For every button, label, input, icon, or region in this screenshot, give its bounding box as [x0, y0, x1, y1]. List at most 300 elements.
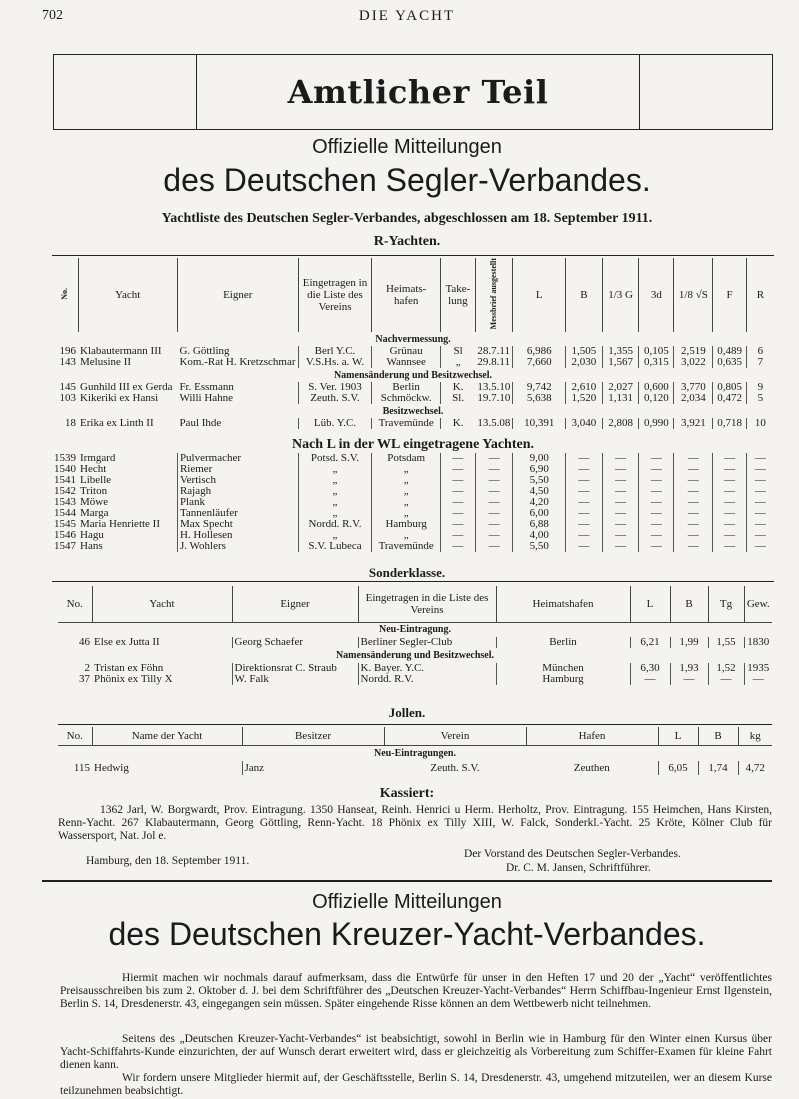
page-number: 702 — [42, 8, 63, 23]
table-cell: — — [746, 541, 774, 552]
table-cell: — — [602, 541, 639, 552]
table-cell: — — [713, 541, 746, 552]
table-cell: 1543 — [54, 496, 76, 509]
table-cell: — — [475, 497, 513, 508]
col-l: L — [630, 586, 670, 622]
table-cell: — — [639, 530, 674, 541]
table-cell: — — [713, 508, 746, 519]
table-cell: Fr. Essmann — [179, 381, 234, 394]
list-title: Yachtliste des Deutschen Segler-Verbandes, abgeschlossen am 18. September 1911. — [161, 211, 653, 226]
table-cell: — — [713, 486, 746, 497]
table-cell: 9,742 — [513, 382, 566, 393]
table-cell: 2,034 — [674, 393, 713, 404]
table-cell: — — [670, 674, 708, 685]
table-cell: 1935 — [744, 663, 772, 674]
table-cell: — — [746, 486, 774, 497]
table-cell: — — [713, 519, 746, 530]
table-cell: 10 — [746, 418, 774, 429]
table-cell: Potsd. S.V. — [298, 453, 372, 464]
table-cell: — — [674, 530, 713, 541]
table-cell: 4,50 — [513, 486, 566, 497]
col-hafen: Hafen — [526, 727, 658, 745]
table-cell: — — [746, 453, 774, 464]
table-cell: — — [746, 475, 774, 486]
table-cell: 2,610 — [566, 382, 603, 393]
table-cell: 1,505 — [566, 346, 603, 357]
table-row — [58, 674, 772, 685]
table-cell: 2,808 — [602, 418, 639, 429]
rule — [58, 622, 772, 623]
table-cell: — — [602, 453, 639, 464]
table-cell: 4,20 — [513, 497, 566, 508]
table-cell: 1545 — [54, 518, 76, 531]
table-cell: 6 — [746, 346, 774, 357]
table-cell: 7 — [746, 357, 774, 368]
jollen-title: Jollen. — [388, 705, 426, 720]
col-l: L — [513, 258, 566, 332]
group-label: Namensänderung und Besitzwechsel. — [333, 369, 493, 381]
table-cell: 1540 — [54, 463, 76, 476]
table-cell: Kom.-Rat H. Kretzschmar — [179, 356, 296, 369]
table-cell: Else ex Jutta II — [94, 636, 160, 648]
col-gew: Gew. — [744, 586, 772, 622]
table-cell: 0,105 — [639, 346, 674, 357]
table-cell: Hagu — [80, 529, 104, 542]
table-cell: Hedwig — [94, 761, 129, 774]
rule — [52, 255, 774, 256]
table-row — [52, 519, 774, 530]
table-cell: 143 — [59, 356, 76, 369]
section1-heading-small: Offizielle Mitteilungen — [312, 136, 502, 158]
col-messbrief: Messbrief ausgestellt — [475, 258, 513, 332]
place-date: Hamburg, den 18. September 1911. — [86, 855, 250, 867]
group-label-row — [52, 368, 774, 382]
table-cell: Sl — [440, 346, 475, 357]
table-cell: — — [475, 486, 513, 497]
table-cell: Irmgard — [80, 452, 116, 465]
table-cell: S.V. Lubeca — [298, 541, 372, 552]
paragraph-1: Hiermit machen wir nochmals darauf aufmerksam, dass die Entwürfe für unser in den Heften 17 und 20 der „Yacht“ veröffentlichtes Preisausschreiben bis zum 2. Oktober d. J. bei dem Schriftführer des „Deutschen Kreuzer-Yacht-Verbandes“ Herrn Schiffbau-Ingenieur Ernst Ilgenstein, Berlin S. 14, Dresdenerstr. 43, eingegangen sein müssen. Später eingehende Risse können an dem Wettbewerb nicht teilnehmen. — [60, 972, 772, 1010]
table-row — [52, 453, 774, 464]
table-cell: Willi Hahne — [179, 392, 234, 405]
table-cell: „ — [298, 486, 372, 497]
col-b: B — [670, 586, 708, 622]
table-cell: Marga — [80, 507, 109, 520]
table-cell: 5,50 — [513, 475, 566, 486]
table-row — [52, 357, 774, 368]
col-no: No. — [66, 730, 83, 742]
table-cell: — — [566, 530, 603, 541]
table-cell: Grünau — [372, 346, 440, 357]
table-cell: Hamburg — [372, 519, 440, 530]
table-cell: „ — [298, 530, 372, 541]
col-s: 1/8 √S — [674, 258, 713, 332]
table-cell: 29.8.11 — [477, 356, 510, 369]
table-cell: Kikeriki ex Hansi — [80, 392, 159, 405]
table-cell: Phönix ex Tilly X — [94, 673, 173, 685]
table-cell: — — [440, 475, 475, 486]
section2-heading-large: des Deutschen Kreuzer-Yacht-Verbandes. — [108, 916, 706, 952]
table-cell: — — [744, 674, 772, 685]
table-cell: Maria Henriette II — [80, 518, 161, 531]
table-cell: Tannenläufer — [177, 508, 298, 519]
table-cell: — — [475, 475, 513, 486]
section2-heading-small: Offizielle Mitteilungen — [312, 891, 502, 913]
table-cell: — — [566, 541, 603, 552]
table-cell: — — [639, 453, 674, 464]
table-cell: — — [566, 486, 603, 497]
group-label-row — [58, 622, 772, 637]
table-cell: S. Ver. 1903 — [298, 382, 372, 393]
table-cell: Wannsee — [372, 357, 440, 368]
table-cell: — — [475, 519, 513, 530]
table-cell: 6,90 — [513, 464, 566, 475]
table-cell: — — [674, 519, 713, 530]
table-cell: V.S.Hs. a. W. — [298, 357, 372, 368]
table-cell: 6,21 — [630, 637, 670, 648]
table-cell: — — [746, 508, 774, 519]
table-cell: 3,040 — [566, 418, 603, 429]
table-cell: 2 — [84, 662, 90, 674]
table-cell: „ — [440, 357, 475, 368]
table-cell: 1,55 — [708, 637, 744, 648]
table-cell: — — [713, 530, 746, 541]
table-cell: 1546 — [54, 529, 76, 542]
table-cell: Erika ex Linth II — [80, 417, 154, 430]
table-cell: Schmöckw. — [372, 393, 440, 404]
group-label: Neu-Eintragungen. — [374, 747, 456, 759]
col-b: B — [698, 727, 738, 745]
group-label-row — [58, 745, 772, 761]
table-cell: — — [639, 497, 674, 508]
table-cell: 37 — [79, 673, 90, 685]
table-row — [52, 486, 774, 497]
table-cell: Plank — [177, 497, 298, 508]
table-cell: Potsdam — [372, 453, 440, 464]
table-cell: „ — [298, 475, 372, 486]
table-cell: 115 — [73, 761, 90, 774]
sonderklasse-table — [58, 586, 772, 685]
table-cell: 10,391 — [513, 418, 566, 429]
table-cell: — — [566, 453, 603, 464]
table-cell: 5,638 — [513, 393, 566, 404]
table-cell: — — [475, 508, 513, 519]
paragraph-2: Seitens des „Deutschen Kreuzer-Yacht-Verbandes“ ist beabsichtigt, sowohl in Berlin wie in Hamburg für den Winter einen Kursus über Yacht-Schiffahrts-Kunde einzurichten, der auf Wunsch derart erweitert wird, dass er gleichzeitig als Vorbereitung zum Schiffer-Examen für kleine Fahrt dienen kann. — [60, 1033, 772, 1071]
table-cell: — — [639, 464, 674, 475]
table-row — [58, 637, 772, 648]
rule — [52, 581, 774, 582]
table-cell: K. Bayer. Y.C. — [358, 663, 496, 674]
table-cell: 6,88 — [513, 519, 566, 530]
col-f: F — [713, 258, 746, 332]
table-cell: 13.5.10 — [477, 381, 511, 394]
kassiert-title: Kassiert: — [379, 786, 435, 801]
col-verein: Eingetragen in die Liste des Vereins — [358, 586, 496, 622]
table-cell: — — [566, 497, 603, 508]
table-cell: 18 — [65, 417, 76, 430]
table-cell: München — [496, 663, 630, 674]
col-eigner: Eigner — [177, 258, 298, 332]
table-cell: Direktionsrat C. Straub — [232, 663, 358, 674]
table-cell: — — [566, 464, 603, 475]
table-cell: — — [708, 674, 744, 685]
table-cell: Klabautermann III — [80, 345, 162, 358]
table-cell: „ — [372, 497, 440, 508]
table-cell: — — [713, 453, 746, 464]
table-row — [52, 497, 774, 508]
table-cell: — — [639, 475, 674, 486]
table-cell: Berliner Segler-Club — [358, 637, 496, 648]
table-cell: — — [440, 486, 475, 497]
table-cell: Tristan ex Föhn — [94, 662, 164, 674]
table-cell: — — [602, 508, 639, 519]
table-row — [58, 761, 772, 775]
table-row — [52, 475, 774, 486]
table-cell: 0,472 — [713, 393, 746, 404]
table-cell: 145 — [59, 381, 76, 394]
group-label-row — [52, 435, 774, 453]
col-g: 1/3 G — [602, 258, 639, 332]
table-cell: — — [566, 475, 603, 486]
table-cell: 28.7.11 — [477, 345, 510, 358]
table-cell: — — [713, 497, 746, 508]
table-cell: 0,120 — [639, 393, 674, 404]
table-cell: — — [713, 464, 746, 475]
group-label: Nachvermessung. — [375, 333, 451, 345]
table-cell: — — [713, 475, 746, 486]
table-cell: 1,99 — [670, 637, 708, 648]
table-cell: 1,520 — [566, 393, 603, 404]
table-cell: 4,00 — [513, 530, 566, 541]
table-cell: — — [674, 541, 713, 552]
group-label-row — [52, 332, 774, 346]
table-cell: — — [440, 530, 475, 541]
table-cell: 46 — [79, 636, 90, 648]
col-no: No. — [66, 598, 83, 610]
table-cell: „ — [298, 464, 372, 475]
table-cell: Berlin — [496, 637, 630, 648]
table-cell: — — [746, 519, 774, 530]
table-cell: — — [602, 486, 639, 497]
table-cell: Paul Ihde — [179, 417, 222, 430]
table-cell: — — [566, 519, 603, 530]
table-cell: W. Falk — [232, 674, 358, 685]
table-cell: — — [674, 508, 713, 519]
table-cell: Georg Schaefer — [232, 637, 358, 648]
table-cell: 1,355 — [602, 346, 639, 357]
col-l: L — [658, 727, 698, 745]
table-cell: 1,131 — [602, 393, 639, 404]
table-cell: — — [602, 530, 639, 541]
table-cell: — — [639, 486, 674, 497]
table-cell: — — [440, 497, 475, 508]
table-cell: 6,05 — [658, 761, 698, 775]
col-verein: Eingetragen in die Liste des Vereins — [298, 258, 372, 332]
table-cell: 3,022 — [674, 357, 713, 368]
table-cell: 2,027 — [602, 382, 639, 393]
table-cell: 0,489 — [713, 346, 746, 357]
table-cell: K. — [440, 382, 475, 393]
table-cell: — — [440, 453, 475, 464]
table-cell: 9 — [746, 382, 774, 393]
table-cell: — — [602, 519, 639, 530]
table-cell: — — [475, 530, 513, 541]
section-title: Amtlicher Teil — [287, 73, 549, 111]
table-cell: „ — [298, 508, 372, 519]
col-besitzer: Besitzer — [242, 727, 384, 745]
table-cell: — — [674, 475, 713, 486]
table-cell: — — [746, 464, 774, 475]
table-cell: G. Göttling — [179, 345, 230, 358]
table-cell: „ — [372, 475, 440, 486]
signature-1: Der Vorstand des Deutschen Segler-Verbandes. — [464, 848, 681, 860]
table-cell: 196 — [59, 345, 76, 358]
group-label: Nach L in der WL eingetragene Yachten. — [291, 436, 535, 452]
kassiert-text: 1362 Jarl, W. Borgwardt, Prov. Eintragung. 1350 Hanseat, Reinh. Henrici u Herm. Herholtz, Prov. Eintragung. 155 Heimchen, Hans Kirsten, Renn-Yacht. 267 Klabautermann, Georg Göttling, Renn-Yacht. 18 Phönix ex Tilly XIII, W. Falck, Sonderkl.-Yacht. 25 Kröte, Kölner Club für Wassersport, Nat. Jol e. — [58, 804, 772, 842]
table-cell: 1,74 — [698, 761, 738, 775]
r-yachten-table — [52, 258, 774, 552]
table-cell: — — [440, 464, 475, 475]
table-cell: 7,660 — [513, 357, 566, 368]
table-cell: Riemer — [177, 464, 298, 475]
table-cell: 1,567 — [602, 357, 639, 368]
table-cell: — — [630, 674, 670, 685]
table-cell: — — [566, 508, 603, 519]
table-cell: — — [746, 530, 774, 541]
table-cell: 1539 — [54, 452, 76, 465]
table-cell: 2,030 — [566, 357, 603, 368]
table-cell: 0,315 — [639, 357, 674, 368]
table-cell: — — [475, 464, 513, 475]
group-label: Besitzwechsel. — [382, 405, 444, 417]
table-cell: — — [602, 475, 639, 486]
jollen-table — [58, 727, 772, 775]
table-cell: 5 — [746, 393, 774, 404]
table-cell: 3,770 — [674, 382, 713, 393]
table-cell: „ — [298, 497, 372, 508]
table-cell: 1,52 — [708, 663, 744, 674]
table-cell: 6,00 — [513, 508, 566, 519]
table-cell: „ — [372, 486, 440, 497]
col-yacht: Yacht — [78, 258, 177, 332]
col-yacht: Yacht — [92, 586, 232, 622]
table-cell: — — [440, 508, 475, 519]
table-cell: „ — [372, 530, 440, 541]
table-cell: — — [674, 453, 713, 464]
group-label: Namensänderung und Besitzwechsel. — [335, 650, 495, 661]
table-cell: Hecht — [80, 463, 107, 476]
table-cell: 1544 — [54, 507, 76, 520]
table-cell: Travemünde — [372, 541, 440, 552]
table-cell: „ — [372, 464, 440, 475]
table-cell: Gunhild III ex Gerda — [80, 381, 173, 394]
table-cell: Hans — [80, 540, 103, 553]
table-cell: Möwe — [80, 496, 109, 509]
table-cell: Zeuthen — [573, 761, 610, 774]
table-row — [52, 418, 774, 429]
table-cell: — — [602, 497, 639, 508]
r-yachten-title: R-Yachten. — [373, 234, 441, 249]
table-cell: 103 — [59, 392, 76, 405]
table-cell: 1541 — [54, 474, 76, 487]
running-title: DIE YACHT — [358, 8, 456, 24]
table-cell: „ — [372, 508, 440, 519]
table-cell: Travemünde — [372, 418, 440, 429]
table-cell: Vertisch — [177, 475, 298, 486]
col-no: No. — [59, 287, 69, 300]
col-tg: Tg — [708, 586, 744, 622]
paragraph-3: Wir fordern unsere Mitglieder hiermit auf, der Geschäftsstelle, Berlin S. 14, Dresdenerstr. 43, umgehend mitzuteilen, wer an diesem Kurse teilzunehmen beabsichtigt. — [60, 1072, 772, 1097]
table-row — [52, 393, 774, 404]
table-row — [52, 464, 774, 475]
table-cell: 0,805 — [713, 382, 746, 393]
table-cell: Sl. — [440, 393, 475, 404]
table-cell: — — [674, 497, 713, 508]
table-cell: H. Hollesen — [177, 530, 298, 541]
table-cell: — — [639, 508, 674, 519]
table-cell: — — [639, 519, 674, 530]
signature-2: Dr. C. M. Jansen, Schriftführer. — [506, 862, 651, 874]
table-cell: Hamburg — [496, 674, 630, 685]
col-r: R — [746, 258, 774, 332]
table-cell: — — [674, 464, 713, 475]
rule — [58, 745, 772, 746]
table-cell: — — [475, 541, 513, 552]
col-kg: kg — [738, 727, 772, 745]
table-cell: 3,921 — [674, 418, 713, 429]
col-b: B — [566, 258, 603, 332]
table-cell: 4,72 — [738, 761, 772, 775]
table-cell: — — [440, 541, 475, 552]
table-cell: 0,635 — [713, 357, 746, 368]
sonderklasse-title: Sonderklasse. — [368, 565, 446, 580]
table-cell: — — [746, 497, 774, 508]
table-cell: 1542 — [54, 485, 76, 498]
table-cell: Rajagh — [177, 486, 298, 497]
rule — [42, 880, 772, 882]
col-verein: Verein — [384, 727, 526, 745]
table-cell: Lüb. Y.C. — [298, 418, 372, 429]
table-cell: 6,986 — [513, 346, 566, 357]
col-heimatshafen: Heimats-hafen — [372, 258, 440, 332]
table-cell: — — [674, 486, 713, 497]
table-cell: 19.7.10 — [477, 392, 511, 405]
table-cell: 1830 — [744, 637, 772, 648]
col-takelung: Take-lung — [440, 258, 475, 332]
group-label: Neu-Eintragung. — [379, 624, 451, 635]
group-label-row — [58, 648, 772, 663]
table-cell: — — [475, 453, 513, 464]
col-heimatshafen: Heimatshafen — [496, 586, 630, 622]
table-cell: Zeuth. S.V. — [430, 761, 480, 774]
table-cell: K. — [440, 418, 475, 429]
table-row — [52, 541, 774, 552]
table-cell: Triton — [80, 485, 108, 498]
table-cell: 13.5.08 — [477, 417, 511, 430]
table-cell: 0,990 — [639, 418, 674, 429]
table-cell: Nordd. R.V. — [298, 519, 372, 530]
table-cell: Nordd. R.V. — [358, 674, 496, 685]
table-cell: — — [440, 519, 475, 530]
table-cell: Libelle — [80, 474, 112, 487]
table-cell: Berl Y.C. — [298, 346, 372, 357]
table-cell: 6,30 — [630, 663, 670, 674]
table-cell: Pulvermacher — [177, 453, 298, 464]
table-cell: Janz — [242, 761, 384, 775]
table-cell: 0,600 — [639, 382, 674, 393]
table-cell: Berlin — [372, 382, 440, 393]
table-cell: — — [602, 464, 639, 475]
